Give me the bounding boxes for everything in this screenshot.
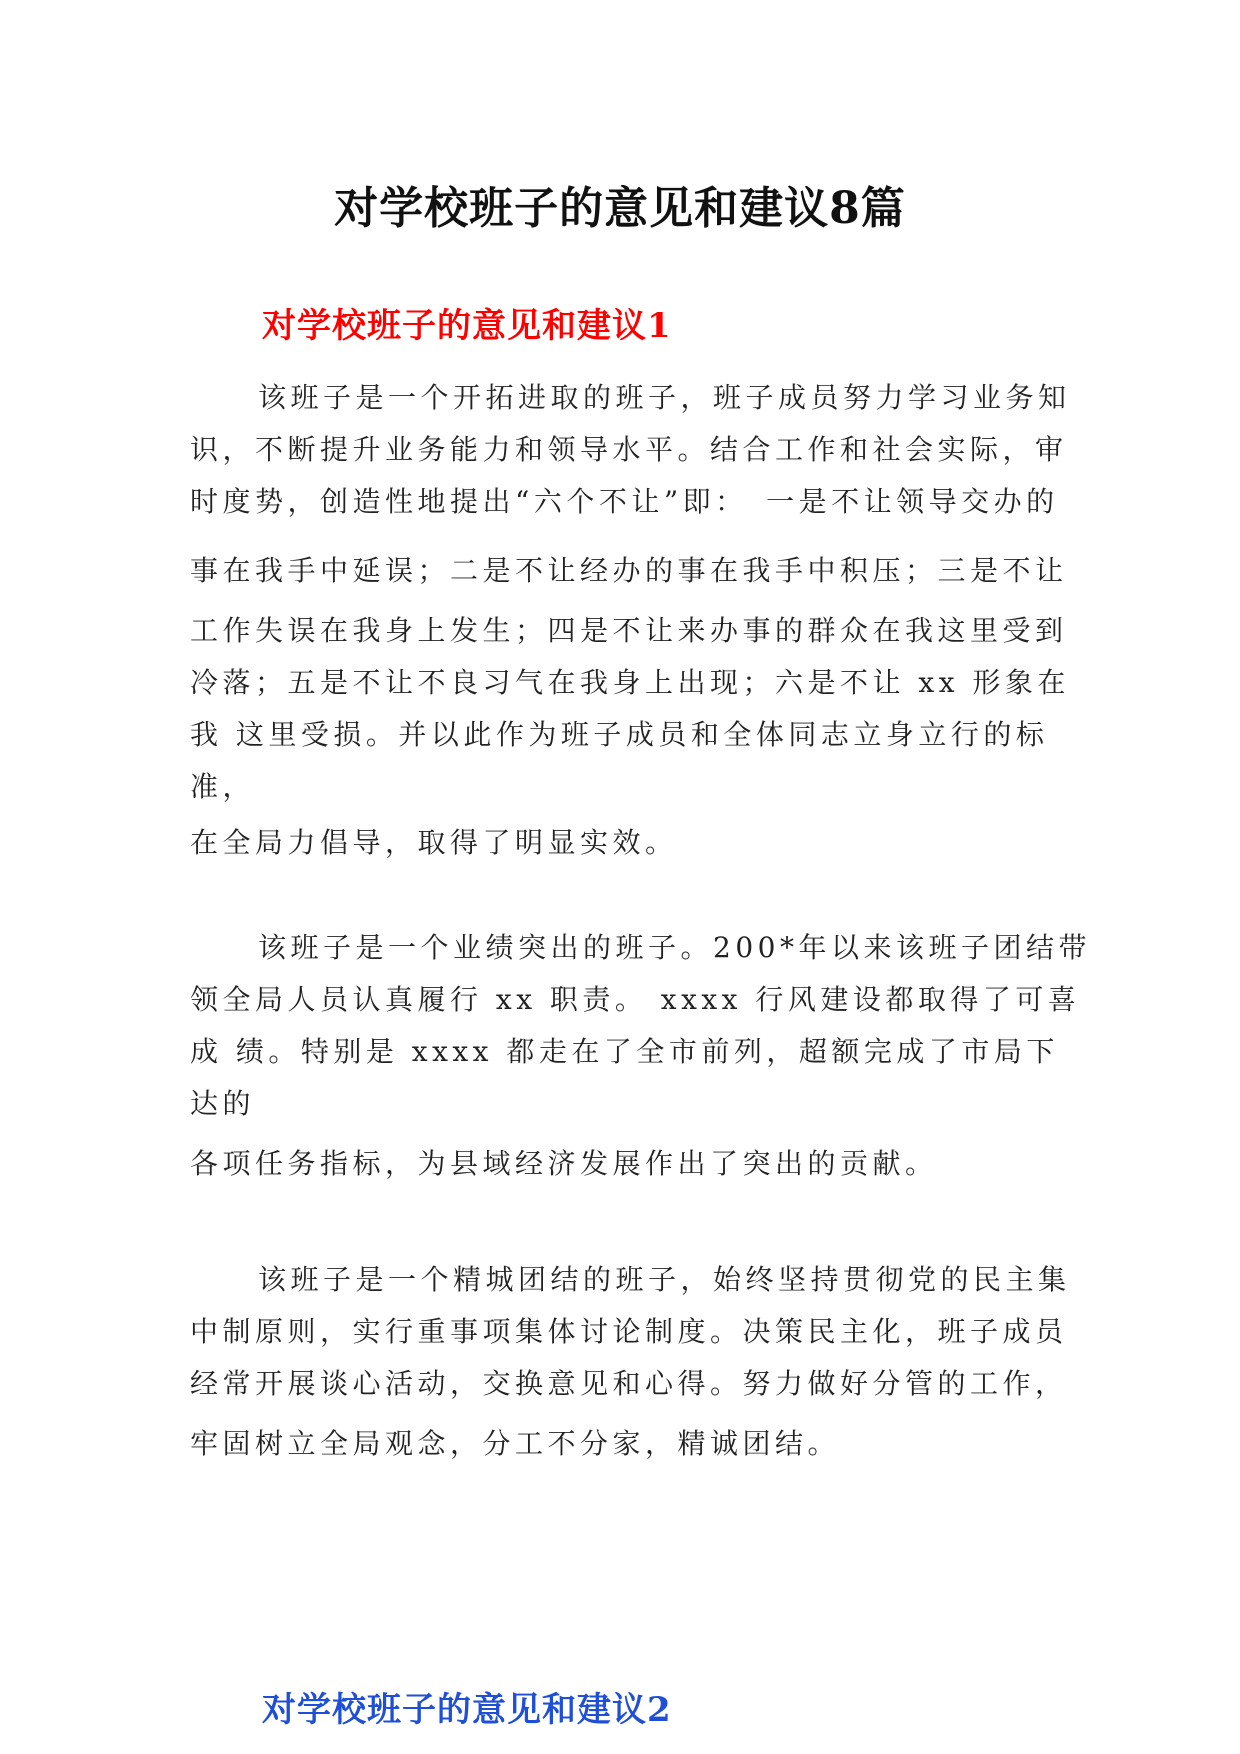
paragraph-line: 冷落；五是不让不良习气在我身上出现；六是不让 xx 形象在 <box>190 666 1070 699</box>
paragraph-line: 该班子是一个开拓进取的班子，班子成员努力学习业务知 <box>258 381 1071 414</box>
paragraph-line: 经常开展谈心活动，交换意见和心得。努力做好分管的工作， <box>190 1367 1068 1400</box>
paragraph-line: 识，不断提升业务能力和领导水平。结合工作和社会实际，审 <box>190 433 1068 466</box>
paragraph-line: 工作失误在我身上发生；四是不让来办事的群众在我这里受到 <box>190 614 1068 647</box>
paragraph-line: 成 绩。特别是 xxxx 都走在了全市前列，超额完成了市局下 <box>190 1035 1059 1068</box>
paragraph-line: 该班子是一个精城团结的班子，始终坚持贯彻党的民主集 <box>258 1263 1071 1296</box>
paragraph-line: 在全局力倡导，取得了明显实效。 <box>190 826 678 859</box>
paragraph-line: 准， <box>190 770 256 803</box>
section-heading-2: 对学校班子的意见和建议2 <box>262 1690 672 1730</box>
document-title: 对学校班子的意见和建议8篇 <box>334 183 906 234</box>
paragraph-line: 时度势，创造性地提出“六个不让”即： 一是不让领导交办的 <box>190 485 1059 518</box>
paragraph-line: 各项任务指标，为县域经济发展作出了突出的贡献。 <box>190 1147 938 1180</box>
paragraph-line: 中制原则，实行重事项集体讨论制度。决策民主化，班子成员 <box>190 1315 1068 1348</box>
paragraph-line: 事在我手中延误；二是不让经办的事在我手中积压；三是不让 <box>190 554 1068 587</box>
paragraph-line: 牢固树立全局观念，分工不分家，精诚团结。 <box>190 1427 841 1460</box>
paragraph-line: 领全局人员认真履行 xx 职责。 xxxx 行风建设都取得了可喜 <box>190 983 1081 1016</box>
paragraph-line: 达的 <box>190 1087 256 1120</box>
section-heading-1: 对学校班子的意见和建议1 <box>262 306 672 346</box>
paragraph-line: 我 这里受损。并以此作为班子成员和全体同志立身立行的标 <box>190 718 1049 751</box>
paragraph-line: 该班子是一个业绩突出的班子。200*年以来该班子团结带 <box>258 931 1091 964</box>
